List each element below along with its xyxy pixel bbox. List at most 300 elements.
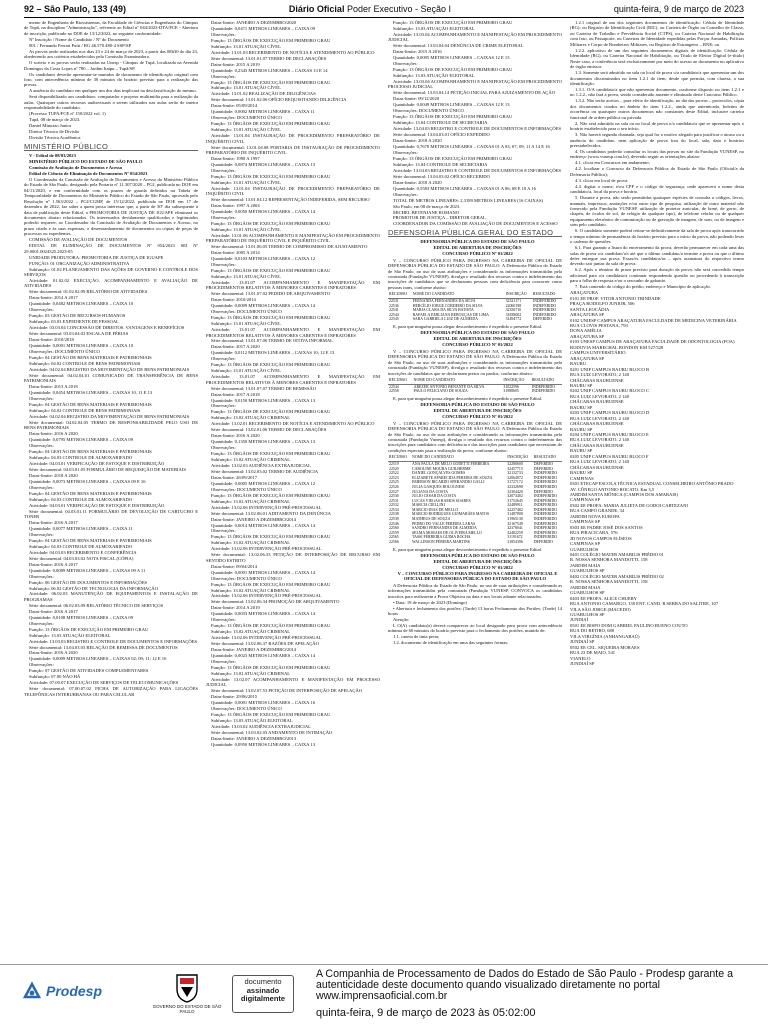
edital-3-closing: E, para que ninguém possa alegar desconhecimento é expedido o presente Edital. (393, 546, 543, 552)
list-item: JARDIM MAIA (570, 584, 601, 590)
gov-sp-logo (152, 973, 222, 1014)
text-line: Datas-limite: 2015 A 2016 (393, 49, 442, 55)
text-line: Função: 13 ÓRGÃOS DE EXECUÇÃO EM PRIMEIRO GRAU (211, 173, 331, 179)
table-cell: INDEFERIDO (532, 303, 557, 308)
table-cell: 22544 (389, 384, 399, 389)
text-line: Função: 13 ÓRGÃOS DE EXECUÇÃO EM PRIMEIRO GRAU (211, 362, 331, 368)
table-cell: INDEFERIDO (533, 535, 558, 540)
list-item: RUA 23 DE MAIO, 541 (570, 650, 616, 656)
edital-1-table (388, 291, 562, 322)
list-item: CAMPINAS SP (570, 519, 600, 525)
text-line: Série documental: 13.01.01.07 TERMO DE DECLARAÇÕES (211, 55, 327, 61)
table-cell: HERCÍLIO JORGE CORDEIRO DA SILVA (412, 303, 483, 308)
seal-line-1: documento (244, 977, 282, 986)
table-cell: 31022596 (503, 384, 519, 389)
text-line: 4.2. localizar o Concurso da Defensoria Pública do Estado de São Paulo (Oficial/a da Defensoria Pública); (570, 166, 744, 177)
list-item: CHÁCARAS BAURUENSE (570, 442, 624, 448)
text-line: Série documental: 04.03.01.11 FORMULÁRIO DE DEVOLUÇÃO DE CARTUCHO E TONER (24, 508, 198, 520)
text-line: Observações: (211, 528, 236, 534)
edital-4-heading (388, 553, 562, 582)
text-line: Subfunção: 01.02 PLANEJAMENTO DAS AÇÕES DE GOVERNO E CONTROLE DOS SERVIÇOS (24, 266, 198, 277)
text-line: Subfunção: 13.02 ATUAÇÃO CRIMINAL (211, 415, 291, 421)
text-line: Observações: (29, 662, 54, 668)
table-header-cell: RESULTADO (531, 377, 562, 384)
text-line: Função: 13 ÓRGÃOS DE EXECUÇÃO EM PRIMEIRO GRAU (211, 451, 331, 457)
table-header-cell: RESULTADO (533, 454, 562, 461)
text-line: DEFENSORIA PÚBLICA DO ESTADO DE SÃO PAULO (420, 330, 535, 336)
text-line: Quantidade: 0,0009 METROS LINEARES – CAIXAS 02; 09; 11; 12 E 16 (29, 656, 167, 662)
text-line: 4. Os candidatos poderão consultar os locais das provas no site da Fundação VUNESP, no endereço (www.vunesp.com.br), devendo seguir as orientações abaixo: (570, 148, 744, 160)
text-line: Observações: (211, 262, 236, 268)
list-item: VILA SÃO JORGE (MACEDO) (570, 606, 631, 612)
list-item: RUA LUIZ LEVORATO, 2 140 (570, 372, 629, 378)
text-line: Atividade: 13.01.04 INSTAURAÇÃO DE PROCEDIMENTO PREPARATÓRIO DE INQUÉRITO CIVIL (206, 133, 380, 144)
list-item: GUARULHOS SP (570, 611, 605, 617)
text-line: Atividade: 13.04.03 REGISTRO E CONTROLE DE DOCUMENTOS E INFORMAÇÕES (393, 126, 562, 132)
text-line: Série documental: 13.02.06.01 ADITAMENTO DA DENÚNCIA (211, 510, 331, 516)
text-line: PROMOTOR DE JUSTIÇA – DIRETOR GERAL (393, 215, 486, 221)
seal-line-3: digitalmente (240, 994, 286, 1003)
text-line: Observações: DOCUMENTO ÚNICO (211, 115, 282, 121)
text-line: Datas-limite: 2016 A 2017 (29, 561, 78, 567)
list-item: RODOVIA MARECHAL RONDON KM 527/528 (570, 344, 664, 350)
table-cell: 22544 (389, 312, 399, 317)
table-cell: 22519 (389, 461, 399, 466)
text-line: Série documental: 13.03.04.04 DENÚNCIA DE CRIME ELEITORAL (393, 43, 524, 49)
table-cell: 31494772 (505, 317, 522, 322)
text-line: Subfunção: 04.03 CONTROLE DE ALMOXARIFADO (29, 543, 133, 549)
text-line: 4.3. clicar em local de prova. (575, 177, 629, 183)
list-item: RUA DO RETIRO, 680 (570, 628, 615, 634)
text-line: Observações: (211, 658, 236, 664)
list-item: DONA AMÉLIA (570, 328, 602, 334)
text-line: I. O(A) candidato(a) deverá comparecer ao local designado para prova com antecedência mínima de 60 minutos do horário previsto para o fechamento dos portões, munido de: (388, 623, 562, 634)
text-line: Atividade: 13.01.04 INSTAURAÇÃO DE PROCEDIMENTO PREPARATÓRIO DE INQUÉRITO CIVIL (206, 185, 380, 197)
text-line: Quantidade: 0,7670 METROS LINEARES – CAIXAS 01 A 03; 07; 09; 11 A 14 E 16 (393, 144, 550, 150)
text-line: 1.3. Somente será admitido na sala ou local de prova o/a candidato/a que apresentar um dos documentos discriminados no item 1.2.1 do item, desde que permita, com clareza, a sua identificação. (570, 70, 744, 86)
table-cell: ANA PAULA DE MELO GODETTI FERREIRA (412, 461, 490, 466)
text-line: Série documental: 13.01.07.02 PEDIDO DE ARQUIVAMENTO (211, 291, 331, 297)
text-line: Datas-limite: 05/09/2014 (211, 103, 258, 109)
text-line: Função: 13 ÓRGÃOS DE EXECUÇÃO EM PRIMEIRO GRAU (211, 492, 331, 498)
text-line: V - Edital de 08/03/2023 (29, 152, 76, 158)
text-line: Subfunção: 13.04 CONTROLE DE SECRETARIA (393, 120, 488, 126)
text-line: Quantidade: 0,0005 METROS LINEARES – CAIXA 12 (211, 480, 315, 486)
edital-4-continuation (570, 20, 744, 290)
text-line: Quantidade: 0,0471 METROS LINEARES – CAIXA 09 (211, 25, 315, 31)
column-4 (570, 20, 744, 960)
table-cell: INDEFERIDO (533, 517, 558, 522)
table-header-row (388, 377, 562, 384)
table-cell: 31988605 (503, 389, 519, 394)
section-ministerio-publico: MINISTÉRIO PÚBLICO (24, 144, 198, 151)
text-line: (Processo TUPA/FCE nº 150/2022 vol. 1) (29, 111, 106, 117)
text-line: Atividade: 13.02.06 INTERVENÇÃO PRÉ-PROCESSUAL (211, 504, 322, 510)
list-item: RUA LUIZ LEVORATO, 2 140 (570, 459, 629, 465)
text-line: Quantidade: 0,0009 METROS LINEARES – CAIXA 14 (211, 303, 315, 309)
mp-edital-end (388, 20, 562, 227)
text-line: Datas-limite: JANEIRO A DEZEMBRO/2013 (211, 735, 297, 741)
text-line: 1.3.1. O/A candidato/a que não apresentar documento, conforme disposto no item 1.2.1 e no 1.2.2., não fará a prova, sendo considerado ausente e eliminado deste Concurso Público. (570, 86, 744, 98)
table-cell: LUCAS VIEGAS RAMOS SOARES (412, 498, 471, 503)
text-line: 001 / Fernando Ferrari Putti / RG 46.570.480-4 SSP/SP (29, 42, 132, 48)
list-item: ARAÇATUBA SP (570, 355, 605, 361)
text-line: Diretor Técnico de Divisão (29, 129, 80, 135)
text-line: Datas-limite: 2017 A 2018 (211, 391, 260, 397)
text-line: Função: 13 ÓRGÃOS DE EXECUÇÃO EM PRIMEIRO GRAU (211, 37, 331, 43)
table-cell: DANIEL GONÇALVES GOMES (412, 471, 466, 476)
text-line: Subfunção: 07.00 NÃO HÁ (29, 674, 81, 680)
text-line: Subfunção: 13.01 ATUAÇÃO CÍVEL (211, 127, 281, 133)
text-line: Atividade: 04.02.04 REGISTRO DA MOVIMENTAÇÃO DE BENS PATRIMONIAIS (29, 413, 190, 419)
text-line: Tupã, 08 de março de 2023. (29, 117, 81, 123)
text-line: Atividade: 04.03.01 VERIFICAÇÃO DE ESTOQUE E DISTRIBUIÇÃO (29, 460, 165, 466)
text-line: Série documental: 04.03.03.02 NOTA FISCAL (CÓPIA) (29, 555, 134, 561)
text-line: 6.2. Após o término do prazo previsto para duração da prova, não será concedido tempo adicional para o/a candidato/a continuar respondendo questão ou procedendo à transcrição para a folha de resposta e/ou o rascunho de gabarito. (570, 267, 744, 284)
text-line: Quantidade: 0,0795 METROS LINEARES – CAIXA 09 (29, 437, 133, 443)
table-cell: 22545 (389, 317, 399, 322)
text-line: 6.1. Para garantir a lisura do encerramento da prova, deverão permanecer em cada uma das salas de prova o/a candidato/a/s até que o último candidato/a termine a prova ou que o último deles entregue sua prova. Essas/es candidatos/as – após assinatura do respectivo termo deverão sair juntas da sala de prova. (570, 245, 744, 267)
list-item: RUA LUIZ LEVORATO, 2 140 (570, 393, 629, 399)
list-item: CHÁCARAS BAURUENSE (570, 377, 624, 383)
prodesp-mark-icon (22, 981, 42, 1001)
table-cell: SELMA MORAES DE OLIVEIRA MELLO (412, 530, 482, 535)
text-line: Subfunção: 13.01 ATUAÇÃO CÍVEL (211, 273, 281, 279)
table-cell: FERNANDA FERNANDES DA SILVA (412, 298, 476, 303)
list-item: CHÁCARAS BAURUENSE (570, 464, 624, 470)
text-line: Série documental: 13.02.03.02 TERMO DE AUDIÊNCIA (211, 468, 319, 474)
text-line: Observações: (29, 531, 54, 537)
list-item: GUARULHOS (570, 546, 599, 552)
text-line: Subfunção: 04.03 CONTROLE DE ALMOXARIFADO (29, 455, 133, 461)
table-cell: DEFERIDO (533, 466, 553, 471)
table-header-cell: INSCRIÇÃO (506, 454, 533, 461)
text-line: mento de Engenharia de Biossistemas, da Faculdade de Ciências e Engenharia do Câmpus de Tupã, na disciplina "Administração", referente ao Edital nº 044/2023-DTA/FCE - Abertura de inscrição, publicado no DOE de 13/12/2022, no seguinte conformidade: (24, 20, 198, 36)
gov-label: GOVERNO DO ESTADO DE SÃO PAULO (152, 1004, 222, 1014)
text-line: Subfunção: 13.02 ATUAÇÃO CRIMINAL (211, 629, 291, 635)
prodesp-label: Prodesp (46, 983, 103, 999)
list-item: JARDIM MAIA (570, 562, 601, 568)
text-line: Série documental: 04.02.04.01 COMUNICADO DE TRANSFERÊNCIA DE BENS PATRIMONIAIS (24, 372, 198, 384)
text-line: Observações: DOCUMENTO ÚNICO (29, 348, 100, 354)
text-line: COMISSÃO DE AVALIAÇÃO DE DOCUMENTOS (29, 237, 128, 243)
text-line: Quantidade: 0,0454 METROS LINEARES – CAIXAS 10, 11 E 13 (29, 390, 153, 396)
edital-4-text (388, 583, 562, 646)
text-line: Edital de Ciência de Eliminação de Documentos Nº 054/2023 (29, 170, 148, 176)
text-line: Datas-limite: 29/06/2015 (211, 694, 258, 700)
page-header (24, 2, 744, 18)
text-line: Datas-limite: 2014 A 2017 (29, 295, 78, 301)
text-line: CONCURSO PÚBLICO Nº 01/2022 (442, 251, 513, 257)
list-item: 0501 EE BISPO DOM GABRIEL PAULINO BUENO COUTO (570, 622, 688, 628)
table-cell: 22558 (389, 389, 399, 394)
text-line: Os candidatos deverão apresentar-se munidos de documento de identificação original com foto, com antecedência mínima de 30 minutos do horário previsto para a realização das provas. (24, 71, 198, 88)
text-line: Datas-limite: 2014 A 2019 (211, 605, 260, 611)
text-line: Datas-limite: 2018 A 2020 (393, 179, 442, 185)
list-item: 0403 EE PROFA. ALICE CHUERY (570, 595, 637, 601)
list-item: ARAÇATUBA SP (570, 333, 605, 339)
list-item: CAMPINAS (570, 475, 594, 481)
text-line: 5. Durante a prova, não serão permitidas quaisquer espécies de consulta a códigos, livros, manuais, impressos, anotações e/ou outro tipo de pesquisa, utilização de outro material não fornecido pela Fundação VUNESP, utilização de protetor auricular, de boné, de gorro, de chapéu, de óculos de sol, de relógio de qualquer tipo), de telefone celular ou de qualquer equipamento eletrônico de comunicação ou de gravação de imagem, de som, ou de imagem e som pelo candidato. (570, 195, 744, 228)
list-item: ARAÇATUBA (570, 290, 599, 296)
table-cell: 22527 (389, 489, 399, 494)
table-cell: 22520 (389, 466, 399, 471)
table-row (388, 317, 562, 322)
table-cell: 32304420 (507, 489, 523, 494)
column-1 (24, 20, 198, 960)
table-cell: MATHEUS DE SOUZA (412, 517, 451, 522)
text-line: Datas-limite: 2016 A 2020 (29, 431, 78, 437)
text-line: Observações: DOCUMENTO ÚNICO (211, 706, 282, 712)
table-header-cell: RESULTADO (532, 291, 562, 298)
text-line: Série documental: 13.02.07.53 PETIÇÃO DE INTERPOSIÇÃO DE APELAÇÃO (211, 688, 363, 694)
text-line: Datas-limite: 2016 A 2017 (29, 520, 78, 526)
text-line: Série documental: 13.01.04.08 PORTARIA DE INSTAURAÇÃO DE PROCEDIMENTO PREPARATÓRIO DE INQUÉRITO CIVIL (206, 144, 380, 155)
list-item: RUA CAMPO GRANDE, 34 (570, 508, 625, 514)
list-item: VILA VIRGÍNIA (ANHANGABAÚ) (570, 633, 640, 639)
table-cell: 22526 (389, 484, 399, 489)
sp-coat-of-arms-icon (174, 973, 200, 1003)
text-line: Datas-limite: 1997 A 2004 (211, 203, 260, 209)
table-cell: 22531 (389, 498, 399, 503)
text-line: 1.1. caneta de tinta preta; (393, 634, 440, 640)
text-line: Função: 13 ÓRGÃOS DE EXECUÇÃO EM PRIMEIRO GRAU (29, 626, 149, 632)
table-header-cell: INSCRIÇÃO (502, 377, 530, 384)
table-cell: INDEFERIDO (531, 389, 556, 394)
table-cell: INDEFERIDO (533, 475, 558, 480)
table-cell: 32356710 (505, 308, 522, 313)
table-cell: 32073402 (507, 494, 523, 499)
text-line: Datas-limite: 09/04/2014 (211, 563, 258, 569)
text-line: Atividade: 13.03.02 AUDIÊNCIA EXTRAJUDICIAL (211, 723, 311, 729)
table-cell: 22532 (389, 503, 399, 508)
text-line: Datas-limite: 09/12/2020 (393, 96, 440, 102)
text-line: Datas-limite: JANEIRO A DEZEMBRO/2014 (211, 647, 297, 653)
text-line: Observações: (211, 445, 236, 451)
publication-timestamp: quinta-feira, 9 de março de 2023 às 05:02:00 (316, 1007, 536, 1019)
text-line: Datas-limite: 2013 A 2018 (29, 384, 78, 390)
text-line: Quantidade: 0,0150 METROS LINEARES – CAIXA 13 (211, 397, 315, 403)
column-2 (206, 20, 380, 960)
exam-locations (570, 290, 744, 666)
text-line: Subfunção: 13.01 ATUAÇÃO CÍVEL (211, 226, 281, 232)
table-cell: 31191672 (507, 535, 523, 540)
text-line: Quantidade: 0,0108 METROS LINEARES – CAIXA 09 (29, 614, 133, 620)
text-line: • Abertura e fechamento dos portões: (Tarde) 13 horas Fechamento dos Portões: (Tarde) 14 horas (388, 605, 562, 617)
table-header-row (388, 454, 562, 461)
text-line: Observações: DOCUMENTO ÚNICO (211, 486, 282, 492)
table-cell: MARCIO DIAS DE MELLO (412, 507, 459, 512)
list-item: JARDIM NOVA EUROPA (570, 513, 620, 519)
text-line: Quantidade: 0,0033 METROS LINEARES – CAIXA 14 (211, 611, 315, 617)
edital-3-text: V – CONCURSO PÚBLICO PARA INGRESSO NA CARREIRA DE OFICIAL DE DEFENSORIA PÚBLICA DO ESTADO DE SÃO PAULO. A Defensoria Pública do Estado de São Paulo, no uso de suas atribuições e considerando as informações transmitidas pela contratada (Fundação Vunesp), divulga o resultado dos recursos contra o indeferimento das inscrições para candidatos com deficiência e das inscrições para candidatos que necessitam de condições especiais para a realização da prova, conforme abaixo: (388, 420, 562, 453)
table-cell: INDEFERIDO (533, 480, 558, 485)
text-line: Observações: (211, 73, 236, 79)
table-cell: 32167549 (507, 521, 523, 526)
list-item: RUA ANTONIO CAMARGO, 130 ENT. CAND. R SERRA DO SALITRE, 107 (570, 601, 719, 607)
list-item: 0301 ETECAP ESCOLA TÉCNICA ESTADUAL CONSELHEIRO ANTÔNIO PRADO (570, 481, 734, 487)
text-line: Observações: (393, 191, 418, 197)
text-line: Série documental: 13.04.03.02 OFÍCIO RECEBIDO (393, 173, 490, 179)
text-line: Daniel Minozzo Junior (29, 123, 72, 129)
edital-2-closing: E, para que ninguém possa alegar desconhecimento é expedido o presente Edital. (393, 395, 543, 401)
text-line: 1.2.1 original de um dos seguintes documentos de identificação: Cédula de Identidade (RG); ou Registro de Identificação Civil (RIC), ou Carteira de Órgão ou Conselho de Classe, ou Carteira de Trabalho e Previdência Social (CTPS), ou Carteira Nacional de Habilitação com foto, ou Passaporte, ou Carteiras de Identidade expedidas pelas Forças Armadas, Polícias Militares e Corpo de Bombeiros Militares, ou Registro de Estrangeiro – RNE; ou (570, 20, 744, 47)
text-line: Quantidade: 0,0073 METROS LINEARES – CAIXAS 09 E 16 (29, 478, 146, 484)
text-line: Função: 13 ÓRGÃOS DE EXECUÇÃO EM PRIMEIRO GRAU (211, 534, 331, 540)
text-line: 1.3.2. Não serão aceitos – para efeito de identificação, no dia das provas – protocolos, cópia dos documentos citados no âmbito do item 1.2.2., ainda que autenticada, boletim de ocorrência ou quaisquer outros documentos não constantes deste Edital, inclusive carteira funcional de ordem pública ou privada. (570, 98, 744, 120)
text-line: Função: 04 GESTÃO DE BENS MATERIAIS E PATRIMONIAIS (29, 537, 152, 543)
text-line: 4.1. clicar em Concursos em andamento; (575, 160, 650, 166)
text-line: Série documental: 07.00.07.02 FICHA DE AUTORIZAÇÃO PARA LIGAÇÕES TELEFÔNICAS INTERURBANAS OU PARA CELULAR (24, 686, 198, 697)
table-cell: 22541 (389, 308, 399, 313)
list-item: JUNDIAÍ SP (570, 639, 595, 645)
table-header-cell: RECURSO (388, 377, 413, 384)
text-line: O Coordenador da Comissão de Avaliação de Documentos e Acesso do Ministério Público do Estado de São Paulo, designado pela Portaria nº 11.307/2020 – PGJ, publicada no DOE em 04/11/2020, e em conformidade com os prazos de guarda definidos na Tabela de Temporalidade de Documentos do Ministério Público do Estado de São Paulo, aprovada pelo Resolução nº 1.563/2022 – PGJ/CGMP, de 15/12/2022, publicada no DOE em 17 de dezembro de 2022, faz saber a quem possa interessar que, a partir de 30º dia subsequente à data de publicação deste Edital, a PROMOTORIA DE JUSTIÇA DE IGUAPE eliminará os documentos abaixo relacionados. Os interessados devidamente qualificados e legitimados poderão requerer, ao Coordenador da Comissão de Avaliação de Documentos e Acesso, no prazo citado e às suas expensas, o desentranhamento de documentos ou cópias de peças de processos ou expedientes. (24, 176, 198, 237)
text-line: Datas-limite: 2018 A 2020 (393, 138, 442, 144)
mp-edital-continuation (206, 20, 380, 747)
digital-signature-seal (232, 975, 294, 1013)
text-line: Série documental: 01.02.02.09 RELATÓRIO DE ATIVIDADES (29, 289, 148, 295)
table-cell: RAFAELA EMILIANA REBOUÇAS DE LIMA (412, 312, 489, 317)
text-line: Série documental: 13.04.03.01 OFÍCIO EXPEDIDO (393, 132, 490, 138)
text-line: Série documental: 04.02.04.05 TERMO DE RESPONSABILIDADE PELO USO DE BENS PATRIMONIAIS (24, 419, 198, 431)
text-line: Atividade: 04.03.01 VERIFICAÇÃO DE ESTOQUE E DISTRIBUIÇÃO (29, 502, 165, 508)
text-line: Observações: DOCUMENTO ÚNICO (211, 575, 282, 581)
text-line: Subfunção: 04.02 CONTROLE DE BENS PATRIMONIAIS (29, 407, 141, 413)
text-line: Quantidade: 0,1350 METROS LINEARES – CAIXA 13 (211, 439, 315, 445)
text-line: Datas-limite: 2016 A 2020 (211, 433, 260, 439)
text-line: EDITAL DE ABERTURA DE INSCRIÇÕES (433, 408, 522, 414)
table-cell: 32457715 (507, 466, 523, 471)
list-item: 0102 UNIESP CAMPUS ARAÇATUBA FACULDADE DE MEDICINA VETERINÁRIA (570, 317, 737, 323)
table-cell: 22060198 (505, 303, 522, 308)
text-line: Datas-limite: 1990 A 1997 (211, 155, 260, 161)
text-line: Quantidade: 0,0049 METROS LINEARES – CAIXAS 12 E 13 (393, 102, 510, 108)
list-item: JUNDIAÍ SP (570, 661, 595, 667)
text-line: 2. Não será admitido na sala ou no local de prova o/a candidato/a que se apresentar após o horário estabelecido para o seu início. (570, 120, 744, 132)
text-line: Observações: (211, 356, 236, 362)
table-cell: PAULO FELICIANO DE SOUZA (413, 389, 468, 394)
text-line: Função: 13 ÓRGÃOS DE EXECUÇÃO EM PRIMEIRO GRAU (393, 155, 513, 161)
text-line: Função: 13 ÓRGÃOS DE EXECUÇÃO EM PRIMEIRO GRAU (211, 664, 331, 670)
table-cell: 32378041 (507, 526, 523, 531)
list-item: 0201 UNIP CAMPUS BAURU BLOCO B (570, 366, 650, 372)
list-item: RUA CLOVIS PESTANA, 793 (570, 322, 628, 328)
text-line: Função: 13 ÓRGÃOS DE EXECUÇÃO EM PRIMEIRO GRAU (211, 712, 331, 718)
table-cell: INDEFERIDO (533, 503, 558, 508)
edital-2-text: V – CONCURSO PÚBLICO PARA INGRESSO NA CARREIRA DE OFICIAL DE DEFENSORIA PÚBLICA DO ESTADO DE SÃO PAULO. A Defensoria Pública do Estado de São Paulo, no uso de suas atribuições e considerando as informações transmitidas pela contratada (Fundação VUNESP), divulga o resultado dos recursos contra o indeferimento das inscrições de candidatos que se declararam pretos ou pardos, conforme abaixo: (388, 348, 562, 376)
edital-2-heading (388, 330, 562, 347)
list-item: CHÁCARAS BAURUENSE (570, 399, 624, 405)
text-line: UNIDADE PRODUTORA: PROMOTORIA DE JUSTIÇA DE IGUAPE (29, 254, 164, 260)
text-line: EDITAL DE ELIMINAÇÃO DE DOCUMENTOS Nº 054/2023 SEI Nº 29.0001.0024325.2023-05 (24, 243, 198, 254)
text-line: Série documental: 13.01.02.06 OFÍCIO REQUISITANDO DILIGÊNCIA (211, 97, 347, 103)
text-line: Quantidade: 0,0482 METROS LINEARES – CAIXA 10 (29, 301, 133, 307)
table-cell: 22539 (389, 517, 399, 522)
table-cell: 32132733 (507, 471, 523, 476)
list-item: CAMPUS UNIVERSITÁRIO (570, 350, 626, 356)
section-defensoria: DEFENSORIA PÚBLICA GERAL DO ESTADO (388, 230, 562, 237)
text-line: Subfunção: 13.02 ATUAÇÃO CRIMINAL (211, 670, 291, 676)
table-header-cell: NOME DO CANDIDATO (412, 291, 505, 298)
list-item: GUARULHOS SP (570, 590, 605, 596)
text-line: Observações: (29, 307, 54, 313)
text-line: Série documental: 13.01.07.06 TERMO DE OITIVA INFORMAL (211, 338, 333, 344)
text-line: Subfunção: 13.01 ATUAÇÃO CÍVEL (211, 368, 281, 374)
text-line: Observações: (29, 396, 54, 401)
table-cell: INDEFERIDO (532, 298, 557, 303)
table-cell: 22531 (389, 298, 399, 303)
text-line: Atividade: 13.02.07 ACOMPANHAMENTO E MANIFESTAÇÃO EM PROCESSO JUDICIAL (206, 676, 380, 688)
table-header-cell: NOME DO CANDIDATO (413, 377, 503, 384)
text-line: Comissão de Avaliação de Documentos e Acesso (29, 164, 123, 170)
text-line: Datas-limite: JANEIRO A DEZEMBRO/2020 (211, 20, 297, 25)
list-item: BAURU SP (570, 404, 593, 410)
text-line: Observações: (211, 617, 236, 623)
text-line: Subfunção: 13.02 ATUAÇÃO CRIMINAL (211, 457, 291, 463)
list-item: 0204 UNIP CAMPUS BAURU BLOCO E (570, 432, 649, 438)
text-line: Quantidade: 0,0089 METROS LINEARES – CAIXAS 09 A 11 (29, 567, 146, 573)
text-line: Subfunção: 13.03 ATUAÇÃO ELEITORAL (211, 717, 293, 723)
table-cell: 32064072 (507, 475, 523, 480)
table-row (388, 540, 562, 545)
list-item: 0303 EE PADRE JOSÉ DOS SANTOS (570, 524, 643, 530)
text-line: 1.2.2. aplicativo de um dos seguintes documentos digitais de identificação: Cédula de Identidade (RG), ou Carteira Nacional de Habilitação, ou Título de Eleitor Digital (e-título) Neste caso, a conferência será exclusivamente por meio do acesso ao documento no aplicativo de órgão emissor. (570, 47, 744, 70)
text-line: EDITAL DE ABERTURA DE INSCRIÇÕES (433, 245, 522, 251)
text-line: Função: 13 ÓRGÃOS DE EXECUÇÃO EM PRIMEIRO GRAU (211, 581, 331, 587)
table-row (388, 389, 562, 394)
text-line: Série documental: 13.02.06.33 PETIÇÃO DE INTERPOSIÇÃO DE RECURSO EM SENTIDO ESTRITO (206, 552, 380, 563)
text-line: • Data: 19 de março de 2023 (Domingo) (393, 599, 467, 605)
list-item: CHÁCARAS BAURUENSE (570, 421, 624, 427)
text-line: Quantidade: 0,0002 METROS LINEARES – CAIXA 11 (211, 109, 315, 115)
table-header-cell: RECURSO (388, 291, 412, 298)
text-line: Subfunção: 04.03 CONTROLE DE ALMOXARIFADO (29, 496, 133, 502)
table-cell: INDEFERIDO (533, 526, 558, 531)
text-line: MINISTÉRIO PÚBLICO DO ESTADO DE SÃO PAULO (29, 158, 143, 164)
text-line: Observações: (29, 484, 54, 490)
text-line: Atividade: 13.02.03 AUDIÊNCIA EXTRAJUDICIAL (211, 462, 311, 468)
text-line: Atividade: 13.01.03 RECEBIMENTO DE NOTÍCIA E ATENDIMENTO AO PÚBLICO (211, 49, 375, 55)
edital-2-rows (388, 384, 562, 394)
text-line: 1.2. documento de identificação em uma das seguintes formas: (393, 640, 509, 646)
list-item: BAURU SP (570, 426, 593, 432)
text-line: Quantidade: 0,0950 METROS LINEARES – CAIXA 13 (211, 741, 315, 747)
text-line: A ausência do candidato em qualquer um dos dias implicará na desclassificação do mesmo. (29, 88, 197, 94)
table-cell: TASSI FERREIRA GUIMA ROCHA (412, 535, 471, 540)
text-line: Função: 06 GESTÃO DE DOCUMENTOS E INFORMAÇÕES (29, 579, 148, 585)
text-line: Atividade: 07.00.07 EXECUÇÃO DE SERVIÇOS DE TELECOMUNICAÇÕES (29, 680, 179, 686)
text-line: Datas-limite: 2005 A 2014 (211, 250, 260, 256)
text-line: Datas-limite: 2010/2018 (29, 336, 74, 342)
table-cell: 22546 (389, 521, 399, 526)
table-cell: 22565 (389, 535, 399, 540)
text-line: As provas serão realizadas nos dias 23 e 24 de março de 2023, a partir das 08h30 do dia 23, obedecendo aos critérios estabelecidos pela Comissão Examinadora. (24, 48, 198, 60)
edital-1-heading (388, 239, 562, 256)
text-line: COORDENADOR DA COMISSÃO DE AVALIAÇÃO DE DOCUMENTOS E ACESSO (393, 221, 558, 227)
table-cell: 31838002 (505, 312, 522, 317)
table-cell: MARCIA CIELLINI (412, 503, 445, 508)
list-item: ARAÇATUBA SP (570, 312, 605, 318)
table-cell: WALLINSON PEREIRA MARTINS (412, 540, 470, 545)
table-cell: DEFERIDO (533, 540, 553, 545)
text-line: Quantidade: 0,5583 METROS LINEARES – CAIXAS 01 A 06; 08 E 10 A 16 (393, 185, 536, 191)
text-line: Atividade: 13.04.03 REGISTRO E CONTROLE DE DOCUMENTOS E INFORMAÇÕES (393, 167, 562, 173)
mp-edital-heading (24, 153, 198, 176)
text-line: Série documental: 13.02.01.06 TERMO DE DECLARAÇÕES (211, 427, 327, 433)
text-line: DEFENSORIA PÚBLICA DO ESTADO DE SÃO PAULO (420, 553, 535, 559)
text-line: Será disponibilizado aos candidatos: computador e projetor multimídia para a realização da aulas. Quaisquer outros recursos audiovisuais a serem utilizados nas aulas serão de inteira responsabilidade do candidato. (24, 94, 198, 111)
